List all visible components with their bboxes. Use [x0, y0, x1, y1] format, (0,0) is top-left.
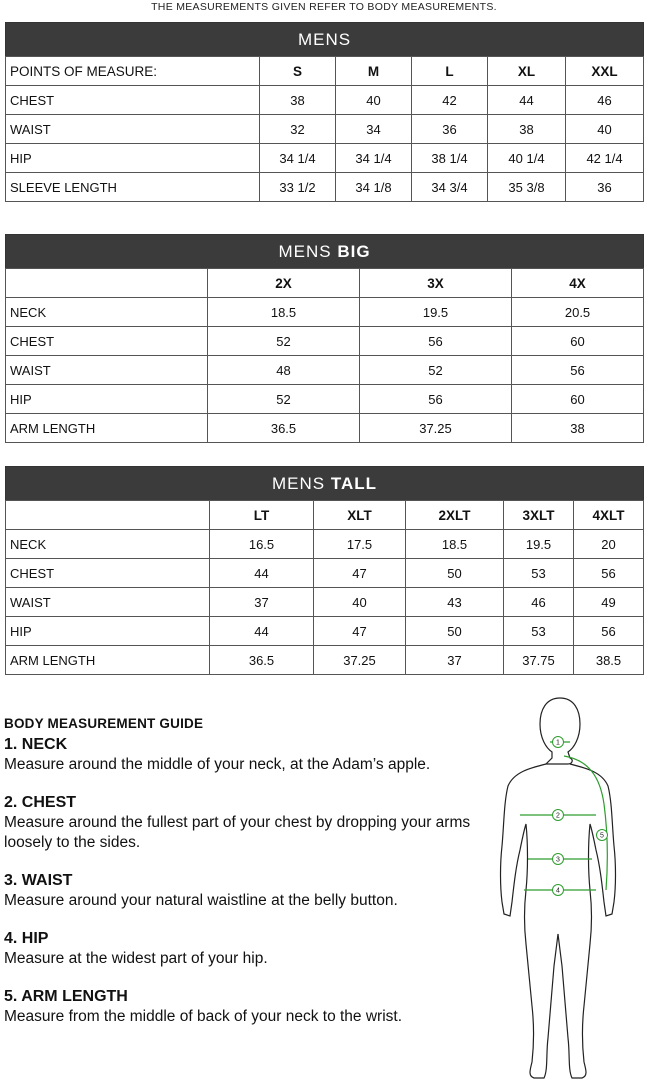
table-cell: 50	[406, 617, 504, 646]
table-row	[6, 356, 644, 385]
row-label: SLEEVE LENGTH	[6, 173, 260, 202]
table-row	[6, 385, 644, 414]
column-header: L	[412, 57, 488, 86]
table-row	[6, 646, 644, 675]
guide-item-waist	[4, 871, 474, 911]
guide-title: BODY MEASUREMENT GUIDE	[4, 716, 204, 731]
table-cell: 47	[314, 559, 406, 588]
mens-big-size-table	[5, 234, 644, 443]
table-cell: 37	[210, 588, 314, 617]
table-cell: 52	[208, 327, 360, 356]
table-row	[6, 559, 644, 588]
guide-item-heading: 5. ARM LENGTH	[4, 988, 128, 1005]
table-cell: 34 1/4	[336, 144, 412, 173]
guide-item-heading: 3. WAIST	[4, 872, 73, 889]
table-cell: 35 3/8	[488, 173, 566, 202]
guide-item-neck	[4, 735, 474, 775]
table-cell: 46	[566, 86, 644, 115]
table-cell: 47	[314, 617, 406, 646]
row-label: WAIST	[6, 115, 260, 144]
mens-table-title: MENS	[6, 23, 644, 57]
table-cell: 38.5	[574, 646, 644, 675]
mens-tall-size-table	[5, 466, 644, 675]
table-row	[6, 86, 644, 115]
body-measurement-guide	[4, 716, 474, 1045]
table-cell: 38	[512, 414, 644, 443]
table-cell: 49	[574, 588, 644, 617]
measurement-note: THE MEASUREMENTS GIVEN REFER TO BODY MEASUREMENTS.	[151, 1, 497, 13]
table-row	[6, 327, 644, 356]
column-header: XL	[488, 57, 566, 86]
table-cell: 36	[412, 115, 488, 144]
table-row	[6, 298, 644, 327]
mens-size-table	[5, 22, 644, 202]
guide-item-heading: 4. HIP	[4, 930, 49, 947]
guide-item-heading: 1. NECK	[4, 736, 68, 753]
table-cell: 40 1/4	[488, 144, 566, 173]
table-cell: 17.5	[314, 530, 406, 559]
table-cell: 53	[504, 617, 574, 646]
column-header: S	[260, 57, 336, 86]
table-row	[6, 115, 644, 144]
table-cell: 44	[210, 617, 314, 646]
row-label: WAIST	[6, 588, 210, 617]
table-cell: 18.5	[406, 530, 504, 559]
mens-big-table-title: MENS BIG	[6, 235, 644, 269]
table-cell: 52	[208, 385, 360, 414]
table-row	[6, 617, 644, 646]
table-row	[6, 173, 644, 202]
row-label: NECK	[6, 298, 208, 327]
table-cell: 60	[512, 385, 644, 414]
column-header: 2XLT	[406, 501, 504, 530]
row-label: HIP	[6, 144, 260, 173]
table-cell: 44	[488, 86, 566, 115]
table-cell: 36	[566, 173, 644, 202]
guide-item-text: Measure around the fullest part of your chest by dropping your arms loosely to the sides.	[4, 814, 471, 851]
marker-label: 2	[556, 812, 560, 820]
table-cell: 46	[504, 588, 574, 617]
table-cell: 19.5	[360, 298, 512, 327]
table-cell: 56	[574, 559, 644, 588]
table-cell: 36.5	[208, 414, 360, 443]
table-cell: 34 1/4	[260, 144, 336, 173]
column-header: XXL	[566, 57, 644, 86]
mens-tall-table-title: MENS TALL	[6, 467, 644, 501]
guide-item-chest	[4, 793, 474, 853]
table-cell: 37.25	[314, 646, 406, 675]
row-label: HIP	[6, 385, 208, 414]
column-header: 3X	[360, 269, 512, 298]
row-label: WAIST	[6, 356, 208, 385]
mens-header-row	[6, 57, 644, 86]
table-cell: 48	[208, 356, 360, 385]
table-cell: 37.75	[504, 646, 574, 675]
table-cell: 32	[260, 115, 336, 144]
guide-item-text: Measure at the widest part of your hip.	[4, 950, 268, 967]
table-cell: 37.25	[360, 414, 512, 443]
measurement-markers	[553, 737, 608, 896]
table-cell: 38 1/4	[412, 144, 488, 173]
guide-item-text: Measure around the middle of your neck, at the Adam’s apple.	[4, 756, 431, 773]
row-label: ARM LENGTH	[6, 414, 208, 443]
column-header: LT	[210, 501, 314, 530]
table-cell: 40	[566, 115, 644, 144]
table-cell: 16.5	[210, 530, 314, 559]
marker-label: 1	[556, 739, 560, 747]
table-cell: 56	[574, 617, 644, 646]
table-cell: 56	[512, 356, 644, 385]
guide-item-arm-length	[4, 987, 474, 1027]
column-header: 2X	[208, 269, 360, 298]
row-label: CHEST	[6, 327, 208, 356]
table-cell: 34	[336, 115, 412, 144]
table-row	[6, 530, 644, 559]
table-cell: 20.5	[512, 298, 644, 327]
guide-item-heading: 2. CHEST	[4, 794, 77, 811]
table-cell: 40	[336, 86, 412, 115]
marker-label: 4	[556, 887, 560, 895]
table-cell: 20	[574, 530, 644, 559]
column-header: M	[336, 57, 412, 86]
table-cell: 52	[360, 356, 512, 385]
row-label: CHEST	[6, 86, 260, 115]
guide-item-text: Measure around your natural waistline at the belly button.	[4, 892, 398, 909]
table-row	[6, 588, 644, 617]
table-cell: 38	[260, 86, 336, 115]
table-cell: 56	[360, 385, 512, 414]
row-label: CHEST	[6, 559, 210, 588]
table-cell: 18.5	[208, 298, 360, 327]
table-cell: 40	[314, 588, 406, 617]
table-cell: 38	[488, 115, 566, 144]
table-cell: 37	[406, 646, 504, 675]
marker-label: 3	[556, 856, 560, 864]
row-label: ARM LENGTH	[6, 646, 210, 675]
mens-tall-header-row	[6, 501, 644, 530]
table-row	[6, 144, 644, 173]
column-header	[6, 269, 208, 298]
column-header: 4X	[512, 269, 644, 298]
table-cell: 42	[412, 86, 488, 115]
column-header: POINTS OF MEASURE:	[6, 57, 260, 86]
row-label: NECK	[6, 530, 210, 559]
table-cell: 56	[360, 327, 512, 356]
table-cell: 36.5	[210, 646, 314, 675]
column-header: XLT	[314, 501, 406, 530]
mens-big-header-row	[6, 269, 644, 298]
column-header: 3XLT	[504, 501, 574, 530]
guide-item-text: Measure from the middle of back of your neck to the wrist.	[4, 1008, 403, 1025]
body-outline-figure	[490, 694, 630, 1086]
column-header: 4XLT	[574, 501, 644, 530]
table-cell: 53	[504, 559, 574, 588]
table-cell: 50	[406, 559, 504, 588]
marker-label: 5	[600, 832, 604, 840]
column-header	[6, 501, 210, 530]
table-cell: 34 3/4	[412, 173, 488, 202]
guide-item-hip	[4, 929, 474, 969]
table-cell: 44	[210, 559, 314, 588]
table-cell: 19.5	[504, 530, 574, 559]
table-cell: 34 1/8	[336, 173, 412, 202]
table-cell: 43	[406, 588, 504, 617]
table-row	[6, 414, 644, 443]
table-cell: 60	[512, 327, 644, 356]
table-cell: 33 1/2	[260, 173, 336, 202]
table-cell: 42 1/4	[566, 144, 644, 173]
row-label: HIP	[6, 617, 210, 646]
